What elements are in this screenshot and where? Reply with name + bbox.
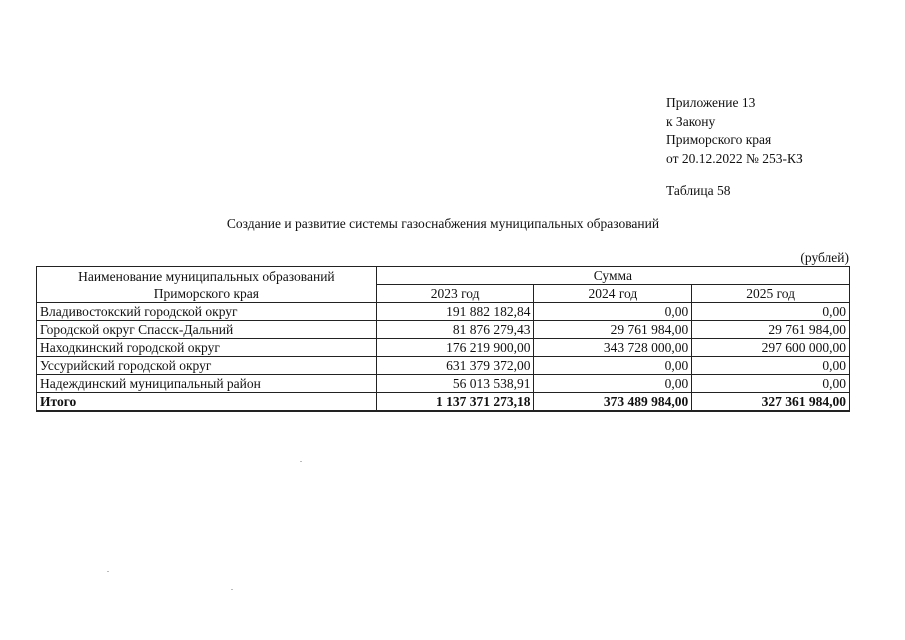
header-name-cell: Наименование муниципальных образований Приморского края	[37, 267, 377, 303]
scan-speck	[300, 461, 302, 462]
header-sum-cell: Сумма	[376, 267, 849, 285]
header-year-cell: 2025 год	[692, 285, 850, 303]
total-row	[37, 393, 850, 412]
row-value: 631 379 372,00	[376, 357, 534, 375]
appendix-line: Приморского края	[666, 132, 772, 147]
header-year-cell: 2023 год	[376, 285, 534, 303]
table-row	[37, 339, 850, 357]
total-value: 373 489 984,00	[534, 393, 692, 412]
row-name: Владивостокский городской округ	[37, 303, 377, 321]
row-value: 0,00	[534, 303, 692, 321]
appendix-line: к Закону	[666, 113, 716, 129]
row-value: 0,00	[534, 375, 692, 393]
total-value: 327 361 984,00	[692, 393, 850, 412]
row-value: 191 882 182,84	[376, 303, 534, 321]
row-value: 0,00	[692, 357, 850, 375]
row-value: 0,00	[692, 375, 850, 393]
row-value: 297 600 000,00	[692, 339, 850, 357]
appendix-line: от 20.12.2022 № 253-КЗ	[666, 150, 803, 166]
row-name: Городской округ Спасск-Дальний	[37, 321, 377, 339]
scan-speck	[107, 571, 109, 572]
table-row	[37, 321, 850, 339]
table-row	[37, 357, 850, 375]
total-value: 1 137 371 273,18	[376, 393, 534, 412]
appendix-block	[666, 94, 803, 168]
row-value: 29 761 984,00	[692, 321, 850, 339]
table-row	[37, 375, 850, 393]
data-table	[36, 266, 850, 412]
row-value: 0,00	[534, 357, 692, 375]
appendix-line: Приложение 13	[666, 95, 756, 110]
unit-label: (рублей)	[800, 250, 849, 265]
row-value: 343 728 000,00	[534, 339, 692, 357]
table-row	[37, 303, 850, 321]
row-value: 29 761 984,00	[534, 321, 692, 339]
document-title: Создание и развитие системы газоснабжения муниципальных образований	[226, 216, 660, 231]
total-name: Итого	[37, 393, 377, 412]
row-name: Уссурийский городской округ	[37, 357, 377, 375]
row-value: 176 219 900,00	[376, 339, 534, 357]
table-number: Таблица 58	[666, 183, 731, 198]
row-name: Находкинский городской округ	[37, 339, 377, 357]
header-year-cell: 2024 год	[534, 285, 692, 303]
row-value: 81 876 279,43	[376, 321, 534, 339]
row-value: 0,00	[692, 303, 850, 321]
row-name: Надеждинский муниципальный район	[37, 375, 377, 393]
scan-speck	[231, 589, 233, 590]
row-value: 56 013 538,91	[376, 375, 534, 393]
